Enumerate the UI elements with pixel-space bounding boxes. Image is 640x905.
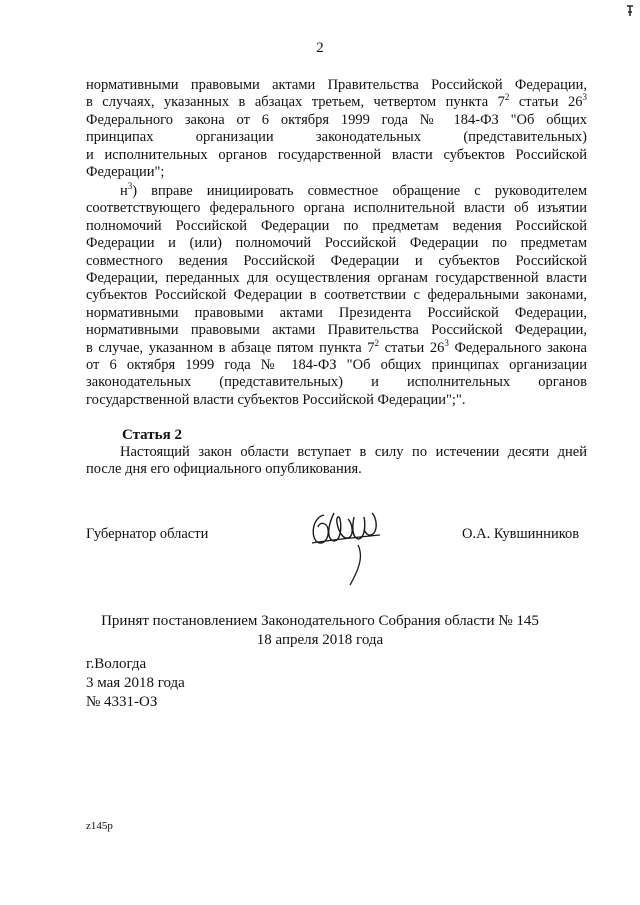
- handwritten-signature: [306, 505, 386, 595]
- text-line: Федерации";: [86, 163, 165, 180]
- text-line: субъектов Российской Федерации в соответствии с федеральными законами,: [86, 287, 587, 304]
- adoption-line: Принят постановлением Законодательного Собрания области № 145: [101, 613, 539, 629]
- text-line: законодательных (представительных) и исполнительных органов: [86, 374, 587, 391]
- adoption-date: 18 апреля 2018 года: [256, 632, 384, 648]
- article-heading: Статья 2: [122, 427, 182, 443]
- text-line: нормативными правовыми актами Правительства Российской Федерации,: [86, 77, 587, 93]
- adoption-note: [0, 612, 640, 650]
- text-line: соответствующего федерального органа исполнительной власти об изъятии: [86, 200, 587, 217]
- text-line: полномочий Российской Федерации по предметам ведения Российской: [86, 217, 587, 234]
- paragraph-continuation: [86, 77, 587, 181]
- text-line: Федерации и (или) полномочий Российской Федерации по предметам: [86, 235, 587, 252]
- signing-date: 3 мая 2018 года: [86, 675, 185, 691]
- page-number: 2: [316, 40, 324, 56]
- city: г.Вологда: [86, 656, 147, 672]
- signatory-name: О.А. Кувшинников: [462, 526, 580, 542]
- text-line: в случае, указанном в абзаце пятом пункта $7^2$ статьи $26^3$ Федерального закона: [86, 337, 587, 356]
- paragraph-item-n3: [86, 183, 587, 409]
- text-line: Федерации, переданных для осуществления органам государственной власти: [86, 269, 587, 286]
- text-line: совместного ведения Российской Федерации и субъектов Российской: [86, 252, 587, 269]
- text-line: нормативными правовыми актами Президента Российской Федерации,: [86, 304, 587, 321]
- document-code: z145p: [86, 820, 113, 832]
- law-number: № 4331-ОЗ: [86, 694, 158, 710]
- text-line: в случаях, указанных в абзацах третьем, четвертом пункта $7^2$ статьи $26^3$: [86, 92, 587, 111]
- text-line: и исполнительных органов государственной власти субъектов Российской: [86, 146, 587, 163]
- article-body: [86, 444, 587, 479]
- text-line: Настоящий закон области вступает в силу по истечении десяти дней: [120, 444, 587, 460]
- signatory-title: Губернатор области: [86, 526, 209, 542]
- place-date-number: [86, 655, 185, 712]
- margin-mark: [626, 4, 634, 23]
- text-line: принципах организации законодательных (представительных): [86, 129, 587, 146]
- text-line: от 6 октября 1999 года № 184-ФЗ "Об общих принципах организации: [86, 356, 587, 373]
- text-line: $н^3$) вправе инициировать совместное обращение с руководителем: [120, 181, 587, 199]
- text-line: государственной власти субъектов Российской Федерации";".: [86, 391, 466, 408]
- text-line: после дня его официального опубликования.: [86, 461, 362, 478]
- text-line: нормативными правовыми актами Правительства Российской Федерации,: [86, 322, 587, 339]
- text-line: Федерального закона от 6 октября 1999 года № 184-ФЗ "Об общих: [86, 111, 587, 128]
